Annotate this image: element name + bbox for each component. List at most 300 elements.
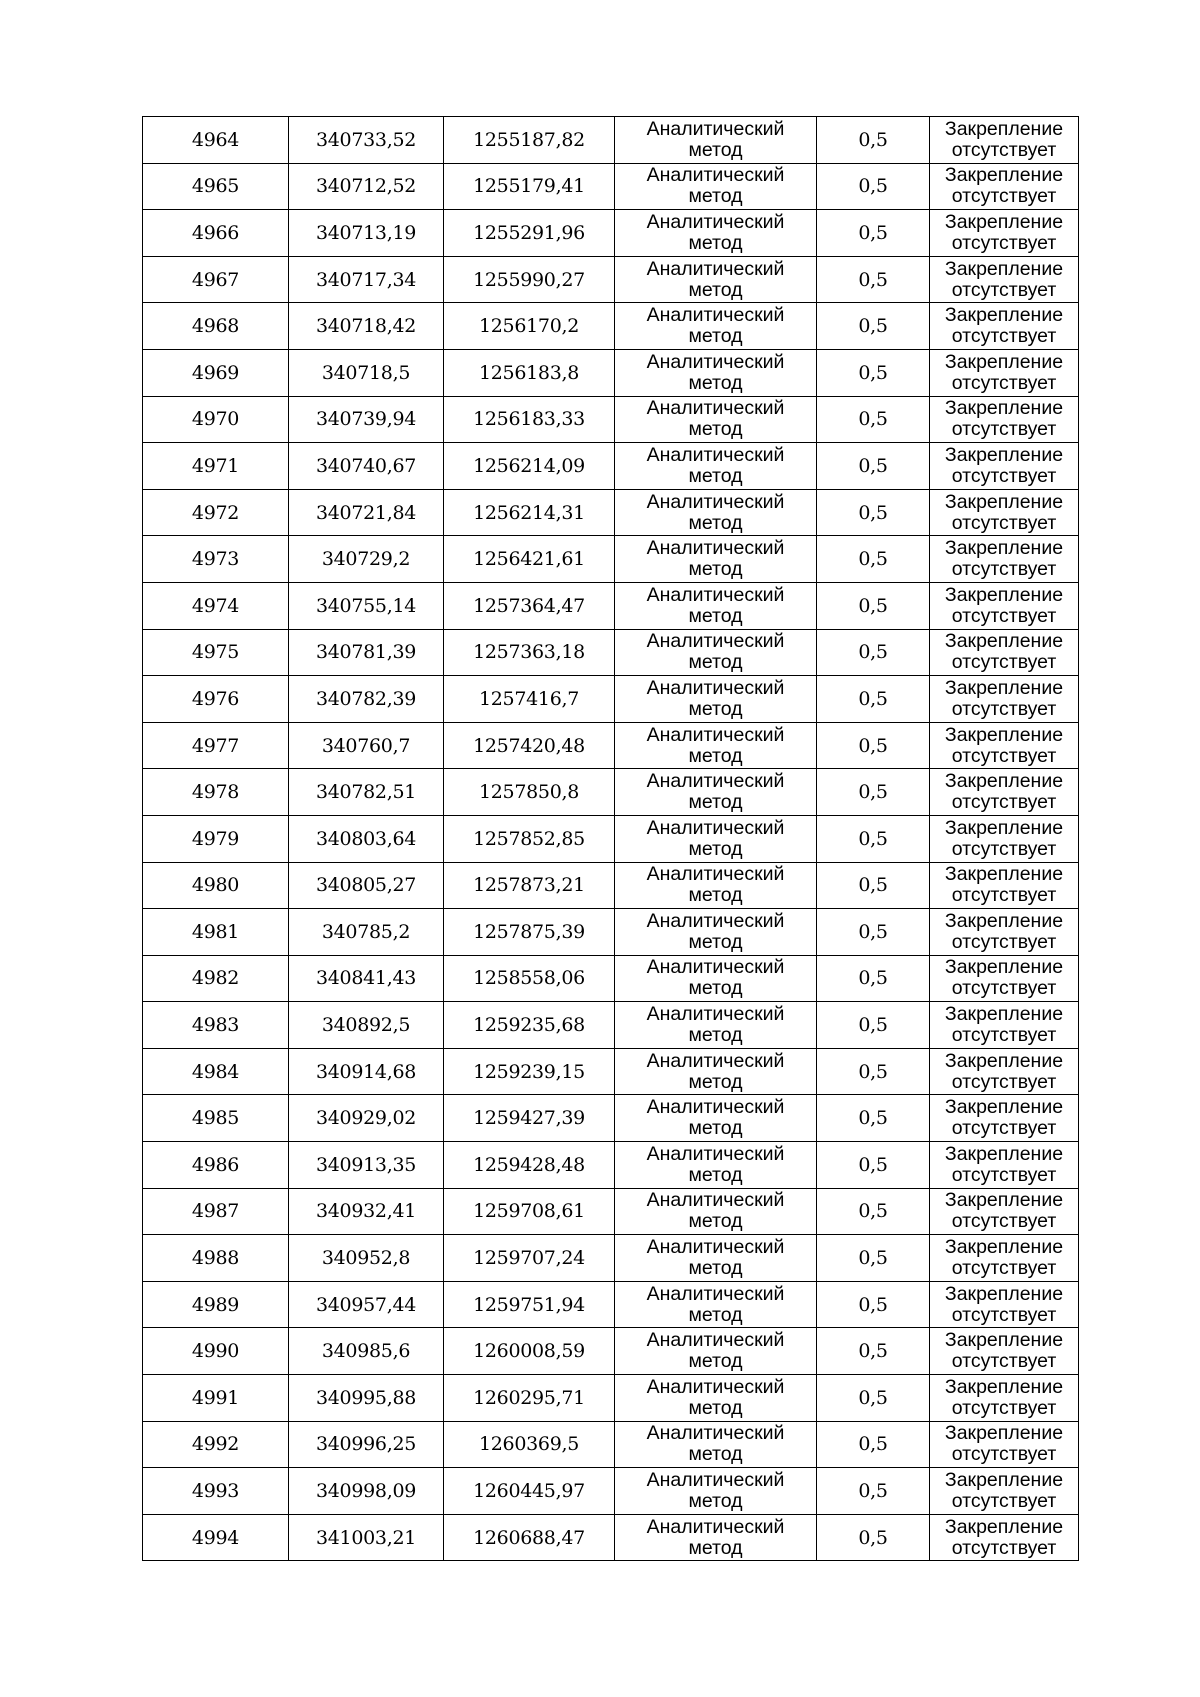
fixing-cell [930,1095,1079,1142]
point-number-cell: 4982 [143,955,289,1002]
x-coordinate-cell: 340803,64 [289,815,444,862]
error-cell: 0,5 [817,909,930,956]
fixing-cell-line: отсутствует [951,325,1057,348]
x-coordinate-cell: 340932,41 [289,1188,444,1235]
method-cell-line: метод [688,464,743,487]
method-cell [615,629,817,676]
method-cell-line: метод [688,791,743,814]
method-cell-line: метод [688,1117,743,1140]
method-cell-line: метод [688,325,743,348]
point-number-cell: 4992 [143,1421,289,1468]
fixing-cell-line: отсутствует [951,697,1057,720]
point-number-cell: 4969 [143,349,289,396]
x-coordinate-cell: 340985,6 [289,1328,444,1375]
point-number-cell: 4971 [143,443,289,490]
fixing-cell [930,722,1079,769]
table-row [143,955,1079,1002]
method-cell-line: метод [688,231,743,254]
y-coordinate-cell: 1256421,61 [444,536,615,583]
error-cell: 0,5 [817,1468,930,1515]
method-cell-line: Аналитический [646,1469,785,1492]
point-number-cell: 4967 [143,256,289,303]
y-coordinate-cell: 1255990,27 [444,256,615,303]
y-coordinate-cell: 1259428,48 [444,1142,615,1189]
error-cell: 0,5 [817,443,930,490]
fixing-cell-line: отсутствует [951,930,1057,953]
fixing-cell [930,582,1079,629]
method-cell-line: метод [688,1396,743,1419]
point-number-cell: 4978 [143,769,289,816]
fixing-cell-line: отсутствует [951,1490,1057,1513]
point-number-cell: 4975 [143,629,289,676]
x-coordinate-cell: 340785,2 [289,909,444,956]
method-cell [615,256,817,303]
method-cell-line: метод [688,604,743,627]
fixing-cell [930,815,1079,862]
point-number-cell: 4990 [143,1328,289,1375]
y-coordinate-cell: 1259235,68 [444,1002,615,1049]
method-cell-line: метод [688,1070,743,1093]
y-coordinate-cell: 1256183,33 [444,396,615,443]
error-cell: 0,5 [817,1281,930,1328]
fixing-cell-line: Закрепление [944,583,1064,606]
x-coordinate-cell: 340913,35 [289,1142,444,1189]
table-row [143,1235,1079,1282]
table-row [143,489,1079,536]
y-coordinate-cell: 1259427,39 [444,1095,615,1142]
method-cell-line: метод [688,697,743,720]
fixing-cell-line: Закрепление [944,816,1064,839]
fixing-cell-line: Закрепление [944,723,1064,746]
fixing-cell-line: Закрепление [944,350,1064,373]
x-coordinate-cell: 340782,39 [289,676,444,723]
method-cell-line: Аналитический [646,1049,785,1072]
fixing-cell-line: отсутствует [951,1303,1057,1326]
fixing-cell-line: отсутствует [951,558,1057,581]
method-cell-line: Аналитический [646,210,785,233]
method-cell [615,676,817,723]
error-cell: 0,5 [817,1514,930,1561]
method-cell [615,396,817,443]
error-cell: 0,5 [817,722,930,769]
method-cell [615,722,817,769]
x-coordinate-cell: 340805,27 [289,862,444,909]
fixing-cell-line: Закрепление [944,117,1064,140]
coordinates-table [142,116,1079,1561]
fixing-cell-line: Закрепление [944,676,1064,699]
method-cell-line: Аналитический [646,816,785,839]
x-coordinate-cell: 340781,39 [289,629,444,676]
method-cell-line: метод [688,371,743,394]
method-cell-line: метод [688,511,743,534]
method-cell [615,909,817,956]
point-number-cell: 4991 [143,1375,289,1422]
method-cell-line: Аналитический [646,443,785,466]
point-number-cell: 4974 [143,582,289,629]
method-cell-line: метод [688,1536,743,1559]
method-cell-line: Аналитический [646,1003,785,1026]
method-cell-line: метод [688,1210,743,1233]
method-cell [615,303,817,350]
y-coordinate-cell: 1257850,8 [444,769,615,816]
method-cell [615,117,817,164]
x-coordinate-cell: 340952,8 [289,1235,444,1282]
method-cell-line: метод [688,278,743,301]
fixing-cell [930,349,1079,396]
x-coordinate-cell: 340782,51 [289,769,444,816]
method-cell [615,536,817,583]
table-row [143,1142,1079,1189]
fixing-cell-line: Закрепление [944,164,1064,187]
method-cell-line: Аналитический [646,1375,785,1398]
method-cell-line: Аналитический [646,1142,785,1165]
error-cell: 0,5 [817,862,930,909]
method-cell-line: метод [688,1257,743,1280]
fixing-cell-line: Закрепление [944,630,1064,653]
method-cell-line: метод [688,884,743,907]
method-cell-line: Аналитический [646,1236,785,1259]
method-cell [615,582,817,629]
error-cell: 0,5 [817,676,930,723]
table-row [143,629,1079,676]
fixing-cell-line: Закрепление [944,490,1064,513]
method-cell-line: Аналитический [646,1329,785,1352]
fixing-cell-line: Закрепление [944,909,1064,932]
point-number-cell: 4987 [143,1188,289,1235]
error-cell: 0,5 [817,256,930,303]
x-coordinate-cell: 340718,5 [289,349,444,396]
point-number-cell: 4968 [143,303,289,350]
method-cell-line: метод [688,651,743,674]
y-coordinate-cell: 1259707,24 [444,1235,615,1282]
method-cell-line: Аналитический [646,630,785,653]
fixing-cell-line: отсутствует [951,1257,1057,1280]
fixing-cell-line: Закрепление [944,304,1064,327]
point-number-cell: 4983 [143,1002,289,1049]
error-cell: 0,5 [817,1002,930,1049]
point-number-cell: 4988 [143,1235,289,1282]
method-cell-line: Аналитический [646,397,785,420]
error-cell: 0,5 [817,1421,930,1468]
method-cell-line: Аналитический [646,1515,785,1538]
fixing-cell [930,303,1079,350]
fixing-cell-line: Закрепление [944,1049,1064,1072]
method-cell [615,1048,817,1095]
method-cell [615,163,817,210]
y-coordinate-cell: 1258558,06 [444,955,615,1002]
fixing-cell-line: Закрепление [944,1515,1064,1538]
x-coordinate-cell: 340998,09 [289,1468,444,1515]
fixing-cell [930,443,1079,490]
fixing-cell [930,163,1079,210]
fixing-cell-line: отсутствует [951,464,1057,487]
fixing-cell-line: Закрепление [944,770,1064,793]
error-cell: 0,5 [817,1048,930,1095]
method-cell [615,862,817,909]
table-row [143,1095,1079,1142]
method-cell-line: Аналитический [646,1189,785,1212]
method-cell-line: метод [688,1024,743,1047]
x-coordinate-cell: 340995,88 [289,1375,444,1422]
method-cell [615,443,817,490]
fixing-cell [930,862,1079,909]
fixing-cell [930,1328,1079,1375]
x-coordinate-cell: 341003,21 [289,1514,444,1561]
table-row [143,1048,1079,1095]
method-cell [615,955,817,1002]
method-cell-line: Аналитический [646,770,785,793]
method-cell-line: Аналитический [646,537,785,560]
method-cell [615,1281,817,1328]
fixing-cell [930,1421,1079,1468]
error-cell: 0,5 [817,1235,930,1282]
fixing-cell-line: отсутствует [951,604,1057,627]
fixing-cell-line: отсутствует [951,1070,1057,1093]
method-cell-line: метод [688,1443,743,1466]
fixing-cell-line: отсутствует [951,744,1057,767]
point-number-cell: 4984 [143,1048,289,1095]
fixing-cell-line: Закрепление [944,1329,1064,1352]
table-row [143,1375,1079,1422]
fixing-cell-line: Закрепление [944,1096,1064,1119]
method-cell-line: Аналитический [646,1282,785,1305]
fixing-cell-line: отсутствует [951,1396,1057,1419]
error-cell: 0,5 [817,955,930,1002]
table-row [143,117,1079,164]
table-row [143,862,1079,909]
fixing-cell-line: отсутствует [951,791,1057,814]
fixing-cell-line: отсутствует [951,1117,1057,1140]
method-cell [615,489,817,536]
fixing-cell-line: Закрепление [944,1142,1064,1165]
method-cell [615,1188,817,1235]
table-row [143,722,1079,769]
table-row [143,1281,1079,1328]
fixing-cell-line: отсутствует [951,418,1057,441]
table-row [143,676,1079,723]
fixing-cell [930,536,1079,583]
error-cell: 0,5 [817,536,930,583]
error-cell: 0,5 [817,117,930,164]
method-cell-line: Аналитический [646,1096,785,1119]
fixing-cell [930,1514,1079,1561]
fixing-cell-line: Закрепление [944,257,1064,280]
x-coordinate-cell: 340721,84 [289,489,444,536]
table-row [143,163,1079,210]
fixing-cell-line: отсутствует [951,511,1057,534]
fixing-cell-line: отсутствует [951,977,1057,1000]
fixing-cell-line: Закрепление [944,1003,1064,1026]
fixing-cell-line: Закрепление [944,397,1064,420]
fixing-cell [930,396,1079,443]
fixing-cell [930,955,1079,1002]
point-number-cell: 4979 [143,815,289,862]
table-row [143,1468,1079,1515]
x-coordinate-cell: 340929,02 [289,1095,444,1142]
point-number-cell: 4964 [143,117,289,164]
error-cell: 0,5 [817,1142,930,1189]
error-cell: 0,5 [817,303,930,350]
table-row [143,1514,1079,1561]
method-cell-line: Аналитический [646,909,785,932]
fixing-cell [930,1188,1079,1235]
table-row [143,303,1079,350]
point-number-cell: 4976 [143,676,289,723]
method-cell [615,1002,817,1049]
fixing-cell [930,117,1079,164]
method-cell-line: метод [688,185,743,208]
fixing-cell-line: Закрепление [944,1375,1064,1398]
error-cell: 0,5 [817,1328,930,1375]
x-coordinate-cell: 340713,19 [289,210,444,257]
method-cell-line: Аналитический [646,956,785,979]
y-coordinate-cell: 1260688,47 [444,1514,615,1561]
fixing-cell [930,1468,1079,1515]
fixing-cell [930,1142,1079,1189]
y-coordinate-cell: 1259239,15 [444,1048,615,1095]
x-coordinate-cell: 340957,44 [289,1281,444,1328]
method-cell-line: Аналитический [646,490,785,513]
method-cell-line: метод [688,558,743,581]
y-coordinate-cell: 1260445,97 [444,1468,615,1515]
fixing-cell [930,256,1079,303]
method-cell [615,210,817,257]
y-coordinate-cell: 1255291,96 [444,210,615,257]
fixing-cell-line: отсутствует [951,231,1057,254]
y-coordinate-cell: 1256214,09 [444,443,615,490]
fixing-cell-line: Закрепление [944,537,1064,560]
method-cell-line: Аналитический [646,583,785,606]
y-coordinate-cell: 1257875,39 [444,909,615,956]
fixing-cell [930,676,1079,723]
y-coordinate-cell: 1255187,82 [444,117,615,164]
fixing-cell-line: Закрепление [944,1236,1064,1259]
method-cell-line: Аналитический [646,350,785,373]
point-number-cell: 4966 [143,210,289,257]
fixing-cell-line: отсутствует [951,1443,1057,1466]
x-coordinate-cell: 340729,2 [289,536,444,583]
x-coordinate-cell: 340996,25 [289,1421,444,1468]
x-coordinate-cell: 340914,68 [289,1048,444,1095]
method-cell [615,349,817,396]
table-row [143,582,1079,629]
fixing-cell-line: отсутствует [951,371,1057,394]
fixing-cell-line: отсутствует [951,837,1057,860]
error-cell: 0,5 [817,629,930,676]
fixing-cell-line: отсутствует [951,138,1057,161]
method-cell [615,815,817,862]
point-number-cell: 4972 [143,489,289,536]
fixing-cell-line: отсутствует [951,651,1057,674]
table-row [143,396,1079,443]
method-cell-line: Аналитический [646,304,785,327]
table-row [143,349,1079,396]
fixing-cell [930,1002,1079,1049]
method-cell [615,1235,817,1282]
error-cell: 0,5 [817,489,930,536]
fixing-cell-line: отсутствует [951,185,1057,208]
table-row [143,1002,1079,1049]
table-body [143,117,1079,1561]
fixing-cell-line: Закрепление [944,1422,1064,1445]
fixing-cell-line: Закрепление [944,443,1064,466]
point-number-cell: 4989 [143,1281,289,1328]
y-coordinate-cell: 1256214,31 [444,489,615,536]
y-coordinate-cell: 1259751,94 [444,1281,615,1328]
y-coordinate-cell: 1257363,18 [444,629,615,676]
y-coordinate-cell: 1257416,7 [444,676,615,723]
fixing-cell-line: отсутствует [951,1536,1057,1559]
fixing-cell-line: Закрепление [944,210,1064,233]
fixing-cell-line: отсутствует [951,1210,1057,1233]
fixing-cell [930,489,1079,536]
point-number-cell: 4973 [143,536,289,583]
method-cell-line: метод [688,744,743,767]
fixing-cell [930,909,1079,956]
method-cell-line: метод [688,418,743,441]
fixing-cell-line: Закрепление [944,1282,1064,1305]
error-cell: 0,5 [817,582,930,629]
point-number-cell: 4986 [143,1142,289,1189]
fixing-cell-line: отсутствует [951,1163,1057,1186]
table-row [143,1328,1079,1375]
fixing-cell-line: Закрепление [944,1189,1064,1212]
x-coordinate-cell: 340760,7 [289,722,444,769]
method-cell [615,1421,817,1468]
method-cell [615,769,817,816]
table-row [143,256,1079,303]
point-number-cell: 4977 [143,722,289,769]
y-coordinate-cell: 1260295,71 [444,1375,615,1422]
point-number-cell: 4970 [143,396,289,443]
table-row [143,1188,1079,1235]
fixing-cell [930,1375,1079,1422]
error-cell: 0,5 [817,163,930,210]
method-cell [615,1514,817,1561]
fixing-cell-line: Закрепление [944,956,1064,979]
method-cell-line: Аналитический [646,1422,785,1445]
fixing-cell [930,769,1079,816]
point-number-cell: 4981 [143,909,289,956]
method-cell [615,1095,817,1142]
fixing-cell [930,1281,1079,1328]
table-row [143,210,1079,257]
y-coordinate-cell: 1259708,61 [444,1188,615,1235]
table-row [143,1421,1079,1468]
x-coordinate-cell: 340718,42 [289,303,444,350]
method-cell [615,1328,817,1375]
x-coordinate-cell: 340733,52 [289,117,444,164]
fixing-cell-line: Закрепление [944,863,1064,886]
x-coordinate-cell: 340739,94 [289,396,444,443]
fixing-cell-line: отсутствует [951,1350,1057,1373]
table-row [143,769,1079,816]
y-coordinate-cell: 1256170,2 [444,303,615,350]
method-cell-line: Аналитический [646,164,785,187]
y-coordinate-cell: 1257364,47 [444,582,615,629]
method-cell-line: метод [688,1163,743,1186]
fixing-cell [930,1048,1079,1095]
method-cell-line: Аналитический [646,257,785,280]
method-cell [615,1375,817,1422]
error-cell: 0,5 [817,396,930,443]
y-coordinate-cell: 1257420,48 [444,722,615,769]
method-cell-line: метод [688,1350,743,1373]
x-coordinate-cell: 340841,43 [289,955,444,1002]
method-cell-line: Аналитический [646,117,785,140]
y-coordinate-cell: 1255179,41 [444,163,615,210]
error-cell: 0,5 [817,210,930,257]
